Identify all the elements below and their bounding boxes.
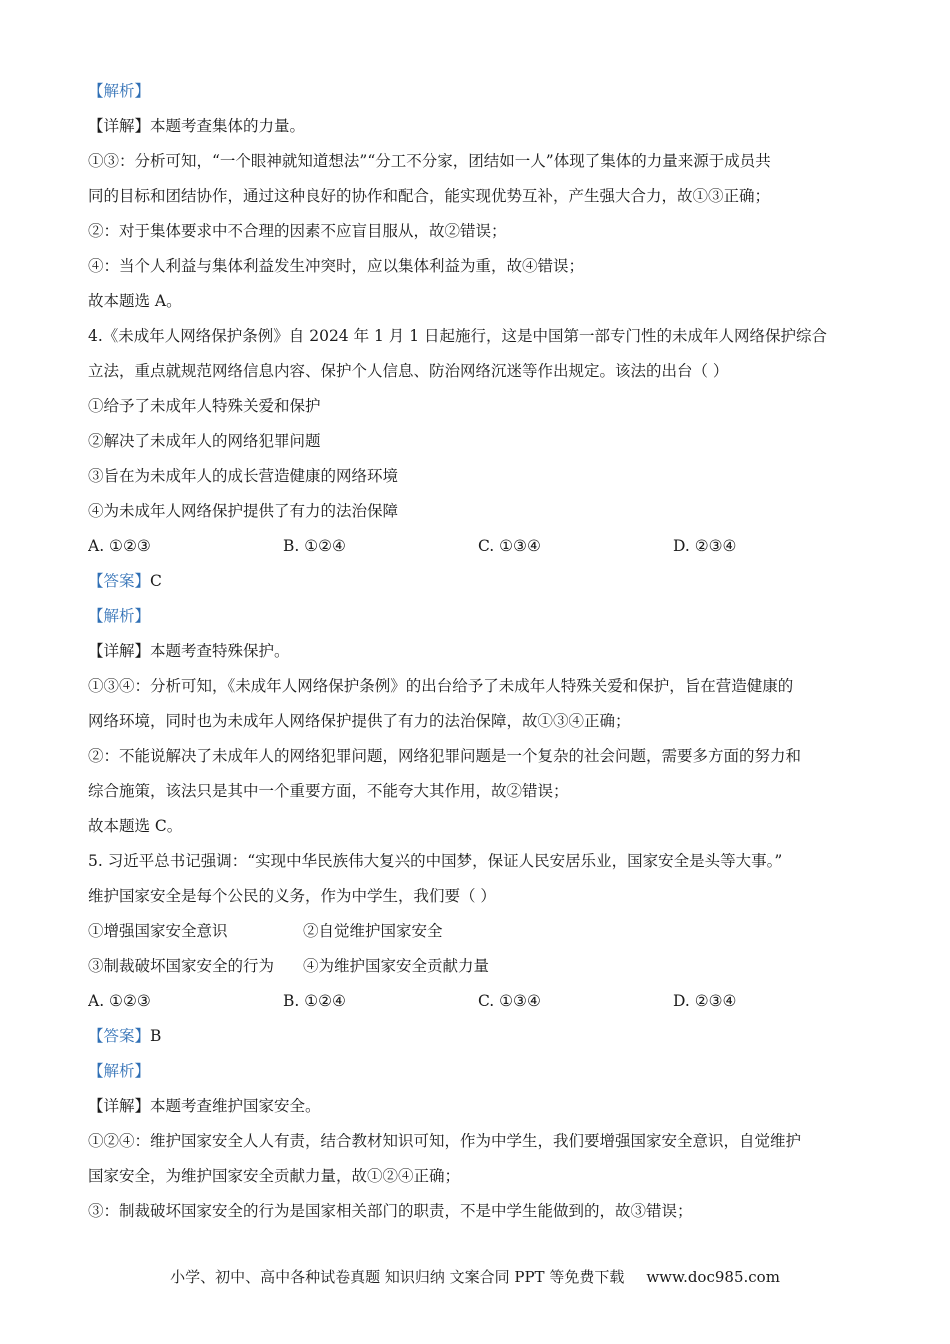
option-d: D. ②③④ xyxy=(673,537,737,555)
explanation-line: ②：不能说解决了未成年人的网络犯罪问题，网络犯罪问题是一个复杂的社会问题，需要多方面的努力和 xyxy=(88,747,802,765)
conclusion-line: 故本题选 A。 xyxy=(88,292,182,310)
option-a: A. ①②③ xyxy=(88,992,151,1010)
question-4-statement: ①给予了未成年人特殊关爱和保护 xyxy=(88,397,321,415)
conclusion-line: 故本题选 C。 xyxy=(88,817,183,835)
question-4-stem: 4.《未成年人网络保护条例》自 2024 年 1 月 1 日起施行，这是中国第一部专门性的未成年人网络保护综合 xyxy=(88,327,828,345)
question-5-statement: ②自觉维护国家安全 xyxy=(303,922,443,940)
question-5-stem: 维护国家安全是每个公民的义务，作为中学生，我们要（ ） xyxy=(88,887,496,905)
question-4-options xyxy=(88,529,868,564)
question-5-statement: ①增强国家安全意识 xyxy=(88,922,228,940)
question-4-statement: ④为未成年人网络保护提供了有力的法治保障 xyxy=(88,502,399,520)
explanation-line: ③：制裁破坏国家安全的行为是国家相关部门的职责，不是中学生能做到的，故③错误； xyxy=(88,1202,693,1220)
answer-tag: 【答案】 xyxy=(88,1027,151,1045)
detail-tag: 【详解】 xyxy=(88,642,151,660)
explanation-line: 综合施策，该法只是其中一个重要方面，不能夸大其作用，故②错误； xyxy=(88,782,569,800)
explanation-line: ①②④：维护国家安全人人有责，结合教材知识可知，作为中学生，我们要增强国家安全意识，自觉维护 xyxy=(88,1132,802,1150)
explanation-line: 国家安全，为维护国家安全贡献力量，故①②④正确； xyxy=(88,1167,461,1185)
analysis-heading xyxy=(88,74,868,109)
question-5-statement: ③制裁破坏国家安全的行为 xyxy=(88,957,275,975)
detail-text: 本题考查特殊保护。 xyxy=(150,642,290,660)
answer-line xyxy=(88,1019,868,1054)
detail-tag: 【详解】 xyxy=(88,1097,151,1115)
explanation-line: ①③：分析可知，“一个眼神就知道想法”“分工不分家，团结如一人”体现了集体的力量来源于成员共 xyxy=(88,152,771,170)
detail-line xyxy=(88,1089,868,1124)
question-5-options xyxy=(88,984,868,1019)
document-body xyxy=(88,74,868,1229)
page-footer xyxy=(0,1266,950,1287)
question-4-stem: 立法，重点就规范网络信息内容、保护个人信息、防治网络沉迷等作出规定。该法的出台（ ） xyxy=(88,362,729,380)
explanation-line: ②：对于集体要求中不合理的因素不应盲目服从，故②错误； xyxy=(88,222,507,240)
option-b: B. ①②④ xyxy=(283,992,346,1010)
question-5-statement: ④为维护国家安全贡献力量 xyxy=(303,957,490,975)
analysis-tag: 【解析】 xyxy=(88,607,151,625)
detail-line xyxy=(88,634,868,669)
explanation-line: 网络环境，同时也为未成年人网络保护提供了有力的法治保障，故①③④正确； xyxy=(88,712,631,730)
detail-text: 本题考查维护国家安全。 xyxy=(150,1097,321,1115)
answer-value: B xyxy=(150,1027,162,1045)
question-4-statement: ②解决了未成年人的网络犯罪问题 xyxy=(88,432,321,450)
analysis-tag: 【解析】 xyxy=(88,1062,151,1080)
detail-line xyxy=(88,109,868,144)
option-a: A. ①②③ xyxy=(88,537,151,555)
option-d: D. ②③④ xyxy=(673,992,737,1010)
question-5-stem: 5. 习近平总书记强调：“实现中华民族伟大复兴的中国梦，保证人民安居乐业，国家安全是头等大事。” xyxy=(88,852,783,870)
footer-text: 小学、初中、高中各种试卷真题 知识归纳 文案合同 PPT 等免费下载 xyxy=(170,1268,625,1286)
question-5-statements xyxy=(88,949,868,984)
answer-value: C xyxy=(150,572,162,590)
answer-tag: 【答案】 xyxy=(88,572,151,590)
detail-text: 本题考查集体的力量。 xyxy=(150,117,306,135)
answer-line xyxy=(88,564,868,599)
explanation-line: ①③④：分析可知，《未成年人网络保护条例》的出台给予了未成年人特殊关爱和保护，旨在营造健康的 xyxy=(88,677,794,695)
question-5-statements xyxy=(88,914,868,949)
analysis-heading xyxy=(88,599,868,634)
analysis-heading xyxy=(88,1054,868,1089)
question-4-statement: ③旨在为未成年人的成长营造健康的网络环境 xyxy=(88,467,399,485)
explanation-line: ④：当个人利益与集体利益发生冲突时，应以集体利益为重，故④错误； xyxy=(88,257,585,275)
explanation-line: 同的目标和团结协作，通过这种良好的协作和配合，能实现优势互补，产生强大合力，故①③正确； xyxy=(88,187,771,205)
detail-tag: 【详解】 xyxy=(88,117,151,135)
option-b: B. ①②④ xyxy=(283,537,346,555)
option-c: C. ①③④ xyxy=(478,537,541,555)
footer-link[interactable]: www.doc985.com xyxy=(646,1268,780,1286)
option-c: C. ①③④ xyxy=(478,992,541,1010)
analysis-tag: 【解析】 xyxy=(88,82,151,100)
